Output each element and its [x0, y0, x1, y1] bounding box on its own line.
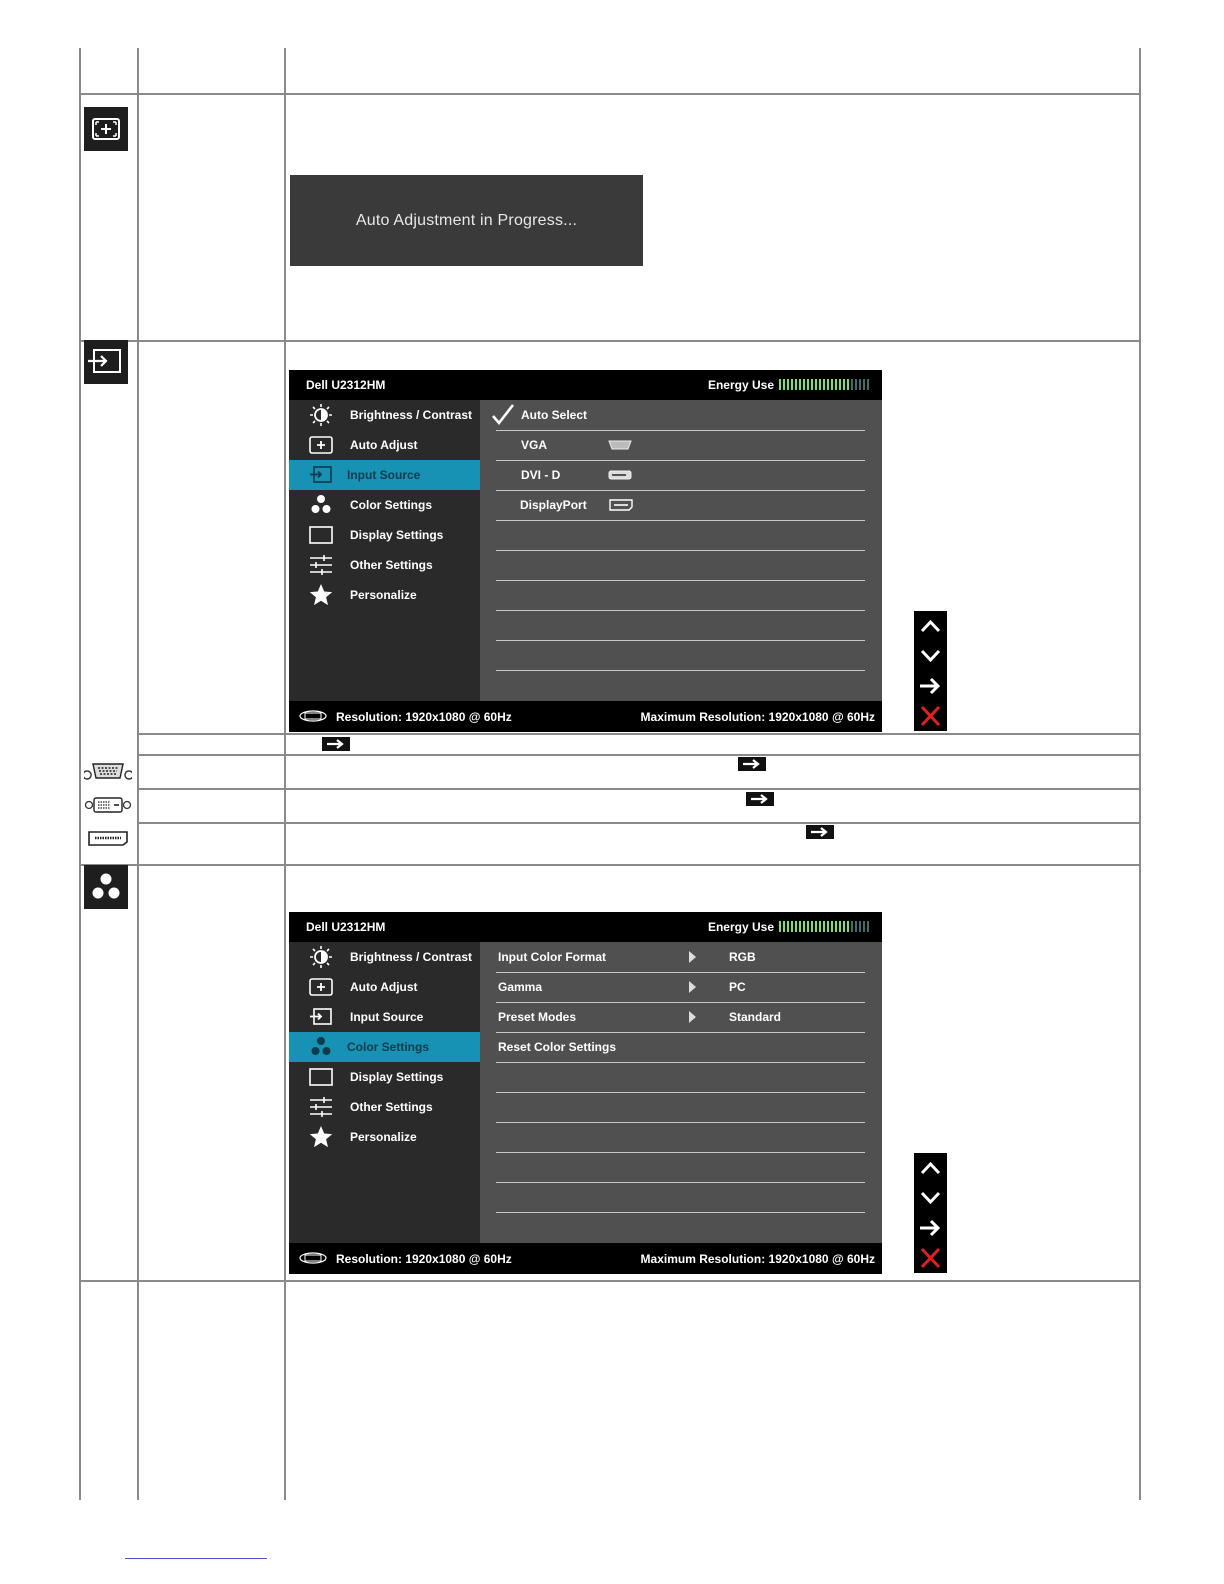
osd-submenu — [480, 400, 882, 701]
enter-arrow-icon — [322, 737, 350, 751]
osd-model-name: Dell U2312HM — [306, 920, 386, 934]
caret-right-icon — [689, 981, 696, 993]
osd-header — [289, 912, 882, 942]
exit-x-icon — [914, 1243, 947, 1273]
osd-nav-buttons — [914, 1153, 947, 1273]
enter-arrow-icon — [746, 792, 774, 806]
osd-menu-item-color-settings[interactable] — [289, 490, 480, 520]
auto-adjust-icon — [84, 107, 128, 151]
osd-menu-item-color-settings[interactable] — [289, 1032, 480, 1062]
osd-empty-row — [496, 640, 865, 671]
osd-menu-label: Brightness / Contrast — [350, 408, 473, 422]
up-button[interactable] — [914, 611, 947, 641]
osd-empty-row — [496, 580, 865, 611]
display-settings-icon — [309, 1065, 333, 1089]
input-source-icon — [84, 340, 128, 384]
exit-x-icon — [914, 701, 947, 731]
osd-max-resolution: Maximum Resolution: 1920x1080 @ 60Hz — [640, 710, 875, 724]
vga-connector-icon — [298, 709, 328, 723]
osd-option-label: VGA — [521, 438, 548, 452]
vga-connector-icon — [84, 760, 132, 787]
osd-option-vga[interactable] — [496, 430, 865, 461]
osd-empty-row — [496, 1182, 865, 1213]
osd-main-menu — [289, 400, 480, 701]
osd-nav-buttons — [914, 611, 947, 731]
table-row-divider — [137, 788, 1141, 790]
star-icon — [309, 583, 333, 607]
table-border-left — [79, 48, 81, 1500]
osd-color-settings-menu — [289, 912, 882, 1274]
down-icon — [914, 641, 947, 671]
enter-button[interactable] — [914, 671, 947, 701]
osd-menu-label: Other Settings — [350, 1100, 433, 1114]
table-row-divider — [79, 93, 1141, 95]
osd-menu-item-personalize[interactable] — [289, 580, 480, 610]
osd-menu-item-auto-adjust[interactable] — [289, 430, 480, 460]
osd-option-dvi-d[interactable] — [496, 460, 865, 491]
osd-option-gamma[interactable] — [496, 972, 865, 1003]
osd-option-value: Standard — [729, 1010, 782, 1024]
osd-menu-label: Personalize — [350, 588, 417, 602]
energy-use-meter — [779, 921, 870, 932]
osd-menu-label: Input Source — [347, 468, 421, 482]
osd-max-resolution: Maximum Resolution: 1920x1080 @ 60Hz — [640, 1252, 875, 1266]
osd-main-menu — [289, 942, 480, 1243]
osd-empty-row — [496, 550, 865, 581]
table-border-col1 — [137, 48, 139, 1500]
table-row-divider — [137, 733, 1141, 735]
brightness-icon — [309, 403, 333, 427]
enter-arrow-icon — [914, 1213, 947, 1243]
table-border-col2 — [284, 48, 286, 1500]
down-icon — [914, 1183, 947, 1213]
color-settings-icon — [309, 493, 333, 517]
osd-footer — [289, 701, 882, 732]
table-row-divider — [79, 340, 1141, 342]
osd-resolution: Resolution: 1920x1080 @ 60Hz — [336, 1252, 512, 1266]
osd-input-source-menu — [289, 370, 882, 732]
brightness-icon — [309, 945, 333, 969]
vga-connector-icon — [607, 439, 633, 451]
star-icon — [309, 1125, 333, 1149]
caret-right-icon — [689, 1011, 696, 1023]
osd-menu-item-input-source[interactable] — [289, 460, 480, 490]
osd-menu-label: Display Settings — [350, 1070, 444, 1084]
osd-submenu — [480, 942, 882, 1243]
down-button[interactable] — [914, 1183, 947, 1213]
osd-empty-row — [496, 1062, 865, 1093]
osd-menu-item-brightness[interactable] — [289, 942, 480, 972]
footer-link-underline[interactable] — [125, 1558, 267, 1559]
osd-empty-row — [496, 1092, 865, 1123]
table-border-right — [1139, 48, 1141, 1500]
auto-adjust-progress-popup — [290, 175, 643, 266]
osd-menu-item-display-settings[interactable] — [289, 520, 480, 550]
osd-menu-label: Auto Adjust — [350, 438, 418, 452]
osd-menu-label: Brightness / Contrast — [350, 950, 473, 964]
osd-resolution: Resolution: 1920x1080 @ 60Hz — [336, 710, 512, 724]
osd-menu-item-brightness[interactable] — [289, 400, 480, 430]
vga-connector-icon — [298, 1251, 328, 1265]
osd-menu-label: Input Source — [350, 1010, 424, 1024]
table-row-divider — [79, 864, 1141, 866]
osd-empty-row — [496, 1152, 865, 1183]
displayport-connector-icon — [86, 829, 130, 852]
displayport-connector-icon — [609, 499, 633, 511]
input-source-icon — [309, 1005, 333, 1029]
osd-menu-label: Personalize — [350, 1130, 417, 1144]
osd-menu-item-auto-adjust[interactable] — [289, 972, 480, 1002]
osd-option-displayport[interactable] — [496, 490, 865, 521]
osd-menu-label: Other Settings — [350, 558, 433, 572]
osd-menu-label: Display Settings — [350, 528, 444, 542]
enter-arrow-icon — [806, 825, 834, 839]
caret-right-icon — [689, 951, 696, 963]
energy-use-label: Energy Use — [707, 378, 774, 392]
osd-menu-label: Color Settings — [347, 1040, 430, 1054]
osd-option-label: Gamma — [498, 980, 543, 994]
osd-option-value: PC — [729, 980, 746, 994]
display-settings-icon — [309, 523, 333, 547]
auto-adjust-icon — [309, 433, 333, 457]
osd-option-auto-select[interactable] — [496, 400, 865, 431]
osd-menu-item-display-settings[interactable] — [289, 1062, 480, 1092]
table-row-divider — [137, 754, 1141, 756]
exit-button[interactable] — [914, 701, 947, 731]
dvi-connector-icon — [607, 469, 633, 481]
energy-use-meter — [779, 379, 870, 390]
enter-arrow-icon — [914, 671, 947, 701]
osd-menu-item-other-settings[interactable] — [289, 550, 480, 580]
color-settings-icon — [309, 1035, 333, 1059]
energy-use-label: Energy Use — [707, 920, 774, 934]
osd-option-label: DVI - D — [521, 468, 561, 482]
osd-empty-row — [496, 520, 865, 551]
osd-menu-item-input-source[interactable] — [289, 1002, 480, 1032]
other-settings-icon — [309, 1095, 333, 1119]
dvi-connector-icon — [84, 795, 132, 820]
osd-menu-label: Auto Adjust — [350, 980, 418, 994]
input-source-icon — [309, 463, 333, 487]
osd-option-label: Auto Select — [521, 408, 588, 422]
osd-option-preset-modes[interactable] — [496, 1002, 865, 1033]
exit-button[interactable] — [914, 1243, 947, 1273]
up-button[interactable] — [914, 1153, 947, 1183]
osd-option-label: DisplayPort — [520, 498, 587, 512]
osd-empty-row — [496, 1122, 865, 1153]
other-settings-icon — [309, 553, 333, 577]
osd-option-value: RGB — [729, 950, 756, 964]
osd-menu-item-other-settings[interactable] — [289, 1092, 480, 1122]
checkmark-icon — [491, 404, 515, 426]
up-icon — [914, 1153, 947, 1183]
color-settings-icon — [84, 865, 128, 909]
osd-menu-item-personalize[interactable] — [289, 1122, 480, 1152]
osd-option-reset-color-settings[interactable] — [496, 1032, 865, 1063]
enter-button[interactable] — [914, 1213, 947, 1243]
auto-adjust-progress-text: Auto Adjustment in Progress... — [355, 211, 578, 229]
up-icon — [914, 611, 947, 641]
down-button[interactable] — [914, 641, 947, 671]
osd-model-name: Dell U2312HM — [306, 378, 386, 392]
osd-option-label: Reset Color Settings — [498, 1040, 617, 1054]
table-row-divider — [79, 1280, 1141, 1282]
osd-header — [289, 370, 882, 400]
osd-footer — [289, 1243, 882, 1274]
osd-option-label: Preset Modes — [498, 1010, 577, 1024]
table-row-divider — [137, 822, 1141, 824]
auto-adjust-icon — [309, 975, 333, 999]
osd-option-label: Input Color Format — [498, 950, 606, 964]
osd-menu-label: Color Settings — [350, 498, 433, 512]
osd-empty-row — [496, 610, 865, 641]
enter-arrow-icon — [738, 757, 766, 771]
osd-option-input-color-format[interactable] — [496, 942, 865, 973]
